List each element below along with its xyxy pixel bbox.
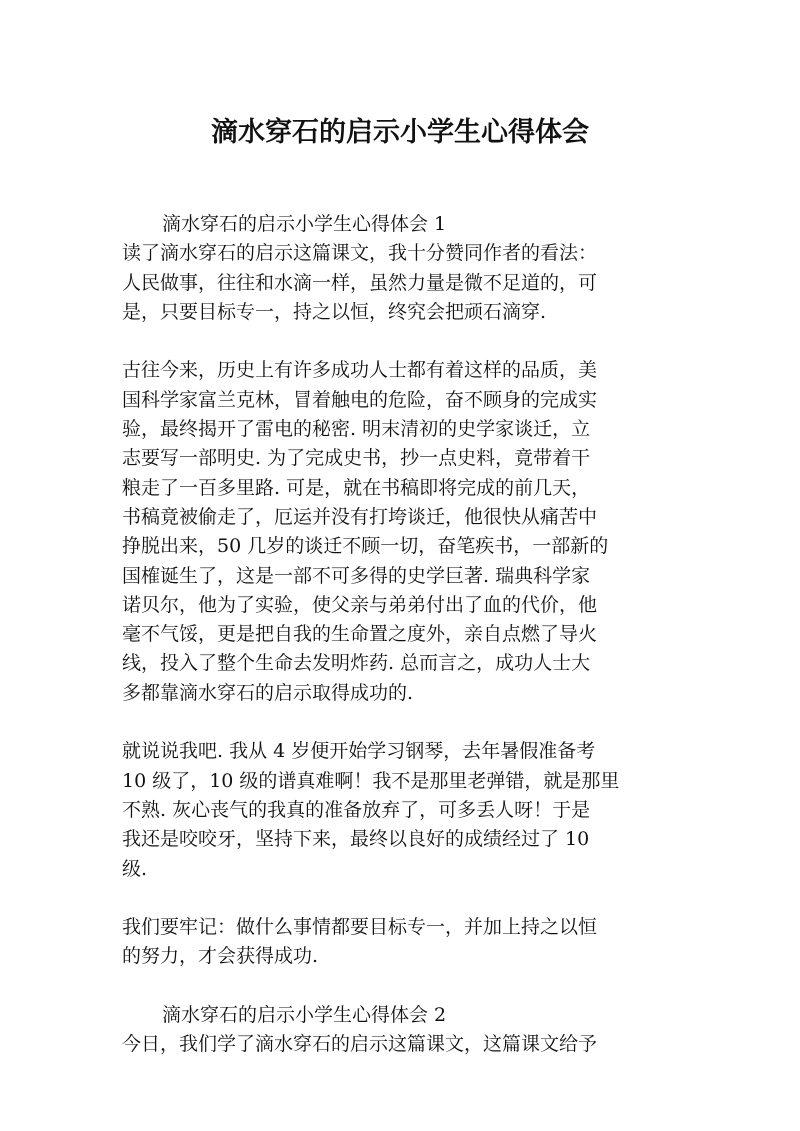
paragraph-line: 就说说我吧. 我从 4 岁便开始学习钢琴，去年暑假准备考: [122, 740, 596, 763]
paragraph-line: 10 级了，10 级的谱真难啊！我不是那里老弹错，就是那里: [122, 769, 620, 792]
paragraph-line: 毫不气馁，更是把自我的生命置之度外，亲自点燃了导火: [122, 623, 598, 646]
paragraph-line: 挣脱出来，50 几岁的谈迁不顾一切，奋笔疾书，一部新的: [122, 535, 609, 558]
section-heading-1: 滴水穿石的启示小学生心得体会 1: [162, 213, 447, 235]
paragraph-line: 级.: [122, 857, 148, 880]
paragraph-line: 书稿竟被偷走了，厄运并没有打垮谈迁，他很快从痛苦中: [122, 505, 598, 528]
paragraph-3: [122, 737, 682, 883]
paragraph-1: [122, 239, 682, 327]
document-body: [122, 210, 682, 1060]
section-heading-2: 滴水穿石的启示小学生心得体会 2: [162, 1004, 447, 1027]
document-title: 滴水穿石的启示小学生心得体会: [211, 117, 589, 148]
paragraph-4: [122, 913, 682, 972]
paragraph-line: 线，投入了整个生命去发明炸药. 总而言之，成功人士大: [122, 652, 591, 675]
paragraph-line: 的努力，才会获得成功.: [122, 945, 319, 968]
paragraph-line: 验，最终揭开了雷电的秘密. 明末清初的史学家谈迁，立: [122, 418, 591, 441]
paragraph-line: 国科学家富兰克林，冒着触电的危险，奋不顾身的完成实: [122, 388, 598, 411]
paragraph-line: 今日，我们学了滴水穿石的启示这篇课文，这篇课文给予: [122, 1033, 598, 1056]
paragraph-line: 我们要牢记：做什么事情都要目标专一，并加上持之以恒: [122, 916, 598, 939]
paragraph-line: 是，只要目标专一，持之以恒，终究会把顽石滴穿.: [122, 300, 547, 323]
paragraph-line: 人民做事，往往和水滴一样，虽然力量是微不足道的，可: [122, 271, 598, 294]
paragraph-2: [122, 356, 682, 708]
paragraph-line: 粮走了一百多里路. 可是，就在书稿即将完成的前几天，: [122, 476, 591, 499]
paragraph-line: 不熟. 灰心丧气的我真的准备放弃了，可多丢人呀！于是: [122, 798, 591, 821]
paragraph-line: 多都靠滴水穿石的启示取得成功的.: [122, 681, 414, 704]
paragraph-line: 古往今来，历史上有许多成功人士都有着这样的品质，美: [122, 359, 598, 382]
paragraph-line: 我还是咬咬牙，坚持下来，最终以良好的成绩经过了 10: [122, 828, 590, 851]
paragraph-line: 国榷诞生了，这是一部不可多得的史学巨著. 瑞典科学家: [122, 564, 591, 587]
paragraph-line: 读了滴水穿石的启示这篇课文，我十分赞同作者的看法：: [122, 242, 598, 265]
paragraph-5: [122, 1030, 682, 1059]
paragraph-line: 诺贝尔，他为了实验，使父亲与弟弟付出了血的代价，他: [122, 593, 598, 616]
paragraph-line: 志要写一部明史. 为了完成史书，抄一点史料，竟带着干: [122, 447, 591, 470]
